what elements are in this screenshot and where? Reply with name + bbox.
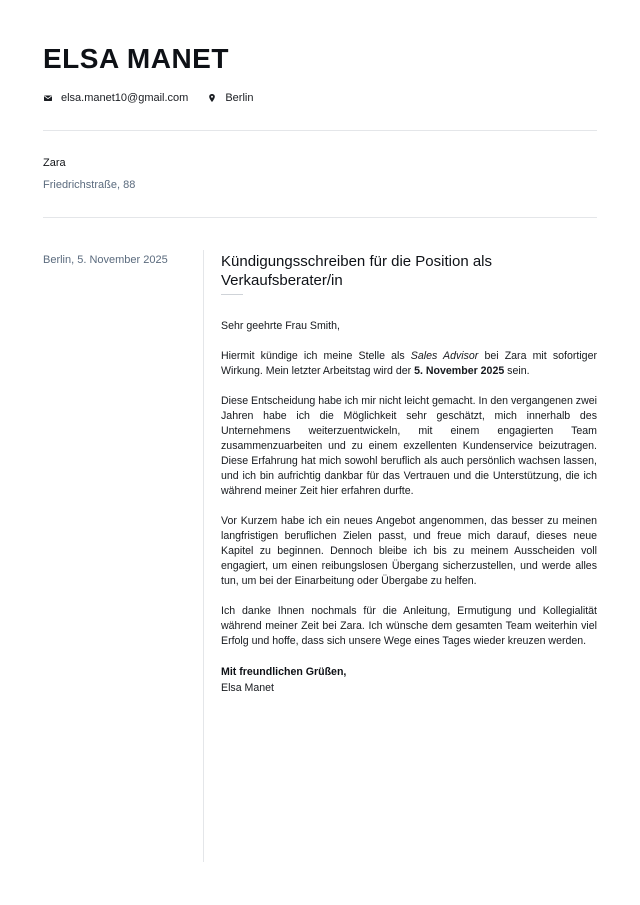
applicant-name: ELSA MANET — [43, 43, 229, 74]
map-pin-icon — [207, 93, 217, 103]
recipient-address: Friedrichstraße, 88 — [43, 179, 136, 191]
paragraph-1 — [221, 349, 597, 379]
salutation: Sehr geehrte Frau Smith, — [221, 320, 340, 332]
closing: Mit freundlichen Grüßen, — [221, 666, 347, 678]
signature: Elsa Manet — [221, 682, 274, 694]
paragraph-1-start: Hiermit kündige ich meine Stelle als — [221, 350, 411, 362]
role-title: Sales Advisor — [410, 350, 479, 362]
letter-body — [221, 252, 597, 696]
last-working-day: 5. November 2025 — [414, 365, 505, 377]
letter-subject: Kündigungsschreiben für die Position als Verkaufsberater/in — [221, 253, 493, 289]
paragraph-1-middle: bei Zara mit sofortiger Wirkung. Mein letzter Arbeitstag wird der — [221, 350, 597, 377]
paragraph-4: Ich danke Ihnen nochmals für die Anleitung, Ermutigung und Kollegialität während meiner Zeit bei Zara. Ich wünsche dem gesamten Team weiterhin viel Erfolg und hoffe, dass sich unsere Wege eines Tages wieder kreuzen werden. — [221, 605, 597, 647]
column-divider — [203, 250, 204, 862]
location-text: Berlin — [225, 92, 254, 104]
email-text: elsa.manet10@gmail.com — [61, 92, 189, 104]
paragraph-1-end: sein. — [504, 365, 530, 377]
contact-email[interactable] — [43, 90, 188, 106]
envelope-icon — [43, 93, 53, 103]
subject-underline — [221, 294, 243, 295]
recipient-company: Zara — [43, 157, 66, 169]
contact-location — [207, 90, 253, 106]
paragraph-3: Vor Kurzem habe ich ein neues Angebot angenommen, das besser zu meinen langfristigen beruflichen Zielen passt, und freue mich darauf, dieses neue Kapitel zu beginnen. Dennoch bleibe ich bis zu meinem Ausscheiden voll engagiert, um einen reibungslosen Übergang sicherzustellen, und werde alles tun, um bei der Einarbeitung oder Übergabe zu helfen. — [221, 515, 597, 587]
letter-date: Berlin, 5. November 2025 — [43, 254, 168, 266]
header-divider — [43, 130, 597, 131]
recipient-divider — [43, 217, 597, 218]
paragraph-2: Diese Entscheidung habe ich mir nicht leicht gemacht. In den vergangenen zwei Jahren habe ich die Möglichkeit sehr geschätzt, mich innerhalb des Unternehmens weiterzuentwickeln, mit einem engagierten Team zusammenzuarbeiten und zu einem exzellenten Kundenservice beizutragen. Diese Erfahrung hat mich sowohl beruflich als auch persönlich wachsen lassen, und ich bin aufrichtig dankbar für das Vertrauen und die Unterstützung, die ich während meiner Zeit hier erfahren durfte. — [221, 395, 597, 497]
contact-line — [43, 90, 253, 106]
